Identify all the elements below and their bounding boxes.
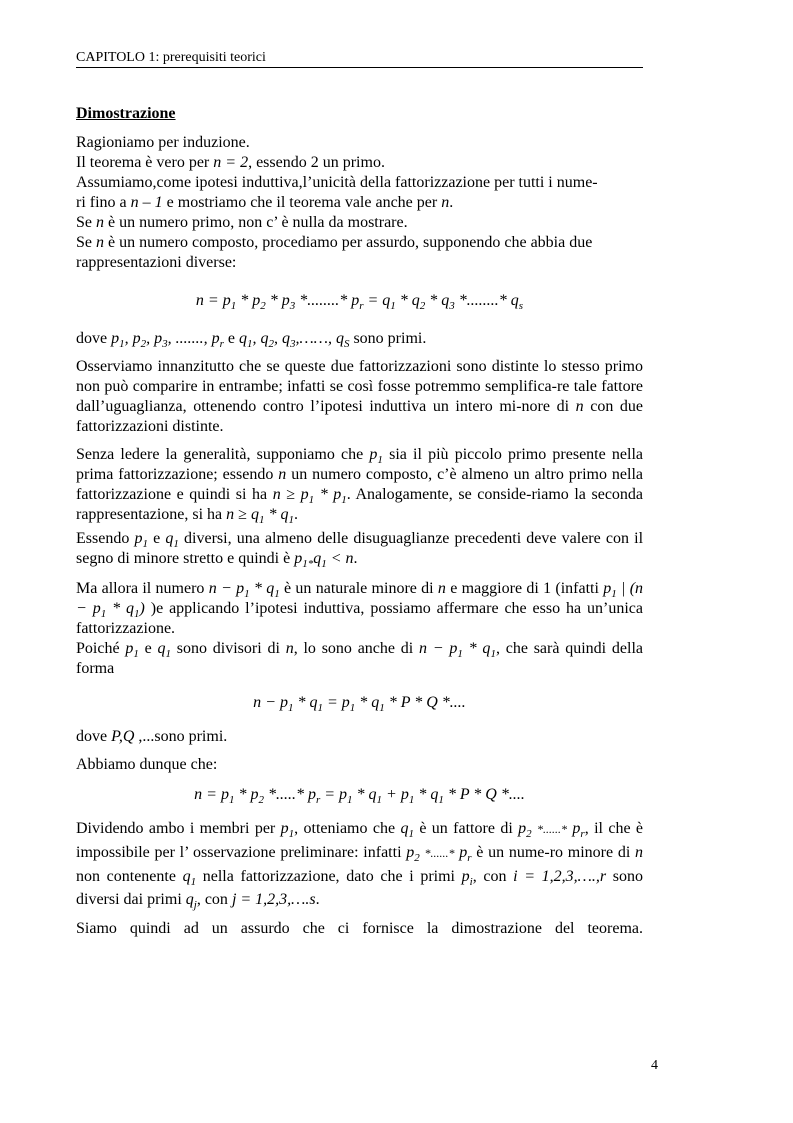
line-composite-case: Se n è un numero composto, procediamo per assurdo, supponendo che abbia due xyxy=(76,234,593,251)
paragraph-smaller-natural: Ma allora il numero $n - p_1 * q_1$ è un naturale minore di n e maggiore di 1 (infatti $p_1$ | $(n - p_1 * q_1)$ )e applicando l’ipotesi induttiva, possiamo affermare che esso ha un’unica fattorizzazione. xyxy=(76,580,644,637)
paragraph-divisors: Poiché $p_1$ e $q_1$ sono divisori di n, lo sono anche di $n - p_1 * q_1$, che sarà quindi della forma xyxy=(76,640,644,677)
line-induction: Ragioniamo per induzione. xyxy=(76,134,250,151)
paragraph-strict-inequality: Essendo $p_1$ e $q_1$ diversi, una almeno delle disuguaglianze precedenti deve valere con il segno di minore stretto e quindi è $p_{1*}q_1 < n$. xyxy=(76,530,644,571)
equation-factorizations: $n = p_1 * p_2 * p_3$ *........* $p_r = q_1 * q_2 * q_3$ *........* $q_s$ xyxy=(195,292,524,313)
line-therefore: Abbiamo dunque che: xyxy=(76,756,218,773)
primes-statement: dove $p_1$, $p_2$, $p_3$, ......., $p_r$ e $q_1$, $q_2$, $q_3,\dots\dots$, $q_S$ sono primi. xyxy=(76,330,427,351)
conclusion: Siamo quindi ad un assurdo che ci fornisce la dimostrazione del teorema. xyxy=(76,920,643,937)
equation-combined: $n = p_1 * p_2$ *.....* $p_r = p_1 * q_1 + p_1 * q_1 * P * Q$ *.... xyxy=(194,786,525,807)
line-representations: rappresentazioni diverse: xyxy=(76,254,237,271)
section-heading: Dimostrazione xyxy=(76,105,176,122)
equation-form: $n - p_1 * q_1 = p_1 * q_1 * P * Q$ *.... xyxy=(253,694,466,715)
page-number: 4 xyxy=(651,1058,658,1073)
line-hypothesis: Assumiamo,come ipotesi induttiva,l’unicità della fattorizzazione per tutti i nume- xyxy=(76,174,598,191)
page-body xyxy=(76,104,643,939)
primes-pq-statement: dove P,Q ,...sono primi. xyxy=(76,728,228,745)
running-header xyxy=(76,49,643,68)
line-prime-case: Se n è un numero primo, non c’ è nulla da mostrare. xyxy=(76,214,408,231)
paragraph-distinct-factorizations: Osserviamo innanzitutto che se queste due fattorizzazioni sono distinte lo stesso primo non può comparire in entrambe; infatti se così fosse potremmo semplifica-re tale fattore dall’uguaglianza, ottenendo contro l’ipotesi induttiva un intero mi-nore di n con due fattorizzazioni distinte. xyxy=(76,358,644,435)
line-base-case: Il teorema è vero per n = 2, essendo 2 un primo. xyxy=(76,154,385,171)
paragraph-contradiction: Dividendo ambo i membri per $p_1$, otteniamo che $q_1$ è un fattore di $p_2$ *......* $p_r$, il che è impossibile per l’ osservazione preliminare: infatti $p_2$ *......* $p_r$ è un nume-ro minore di n non contenente $q_1$ nella fattorizzazione, dato che i primi $p_i$, con i = 1,2,3,….,r sono diversi dai primi $q_j$, con j = 1,2,3,….s. xyxy=(76,820,644,912)
paragraph-smallest-prime: Senza ledere la generalità, supponiamo che $p_1$ sia il più piccolo primo presente nella prima fattorizzazione; essendo n un numero composto, c’è almeno un altro primo nella fattorizzazione e quindi si ha $n \ge p_1 * p_1$. Analogamente, se conside-riamo la seconda rappresentazione, si ha $n \ge q_1 * q_1$. xyxy=(76,446,644,527)
line-hypothesis-cont: ri fino a n – 1 e mostriamo che il teorema vale anche per n. xyxy=(76,194,454,211)
chapter-title: CAPITOLO 1: prerequisiti teorici xyxy=(76,50,266,65)
